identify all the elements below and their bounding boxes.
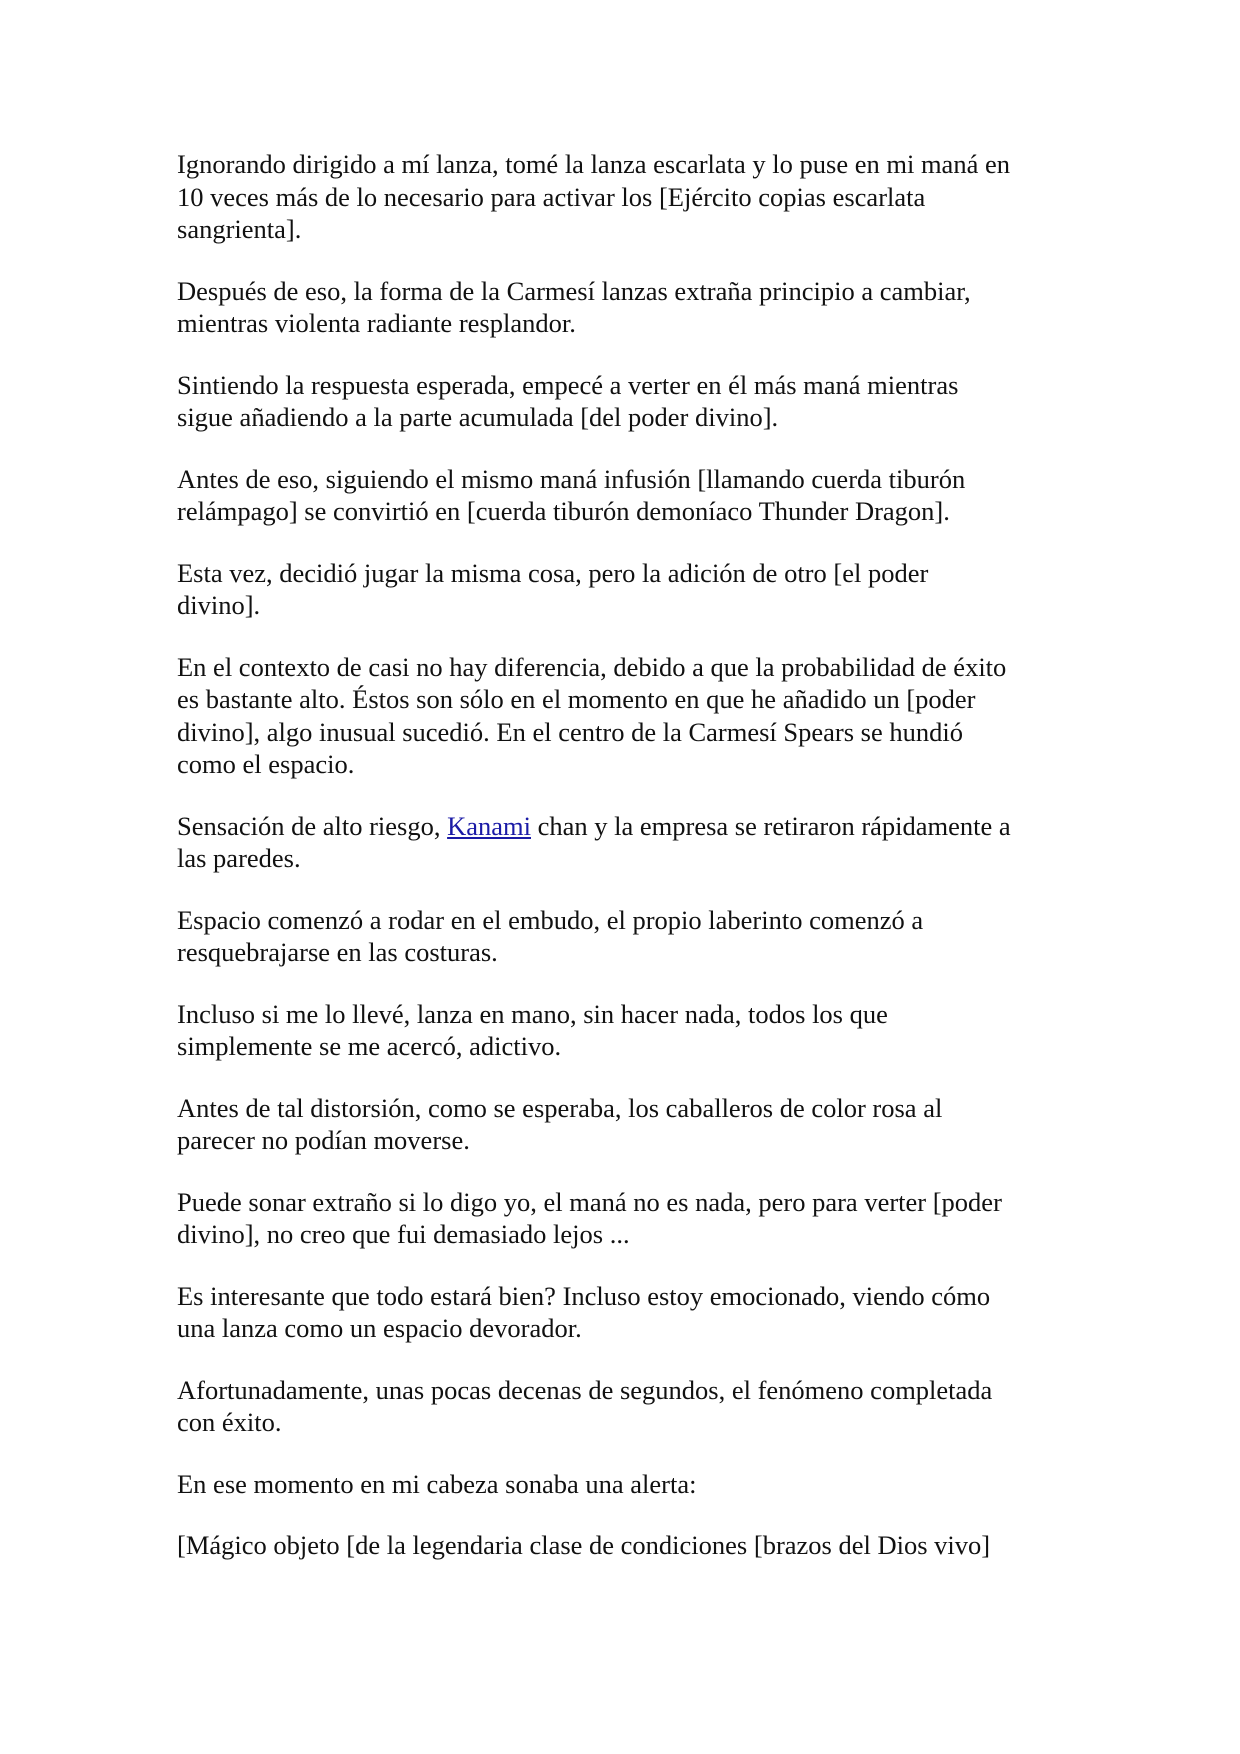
text-line: 10 veces más de lo necesario para activar los [Ejército copias escarlata	[177, 181, 926, 212]
paragraph	[177, 1092, 1077, 1157]
paragraph	[177, 148, 1077, 246]
kanami-link[interactable]: Kanami	[447, 810, 531, 841]
document-page	[177, 148, 1077, 1562]
paragraph	[177, 1280, 1077, 1345]
text-line: es bastante alto. Éstos son sólo en el momento en que he añadido un [poder	[177, 684, 976, 714]
text-fragment: chan y la empresa se retiraron rápidamente a	[530, 810, 1011, 841]
text-line: divino].	[177, 590, 261, 620]
text-line: [Mágico objeto [de la legendaria clase de condiciones [brazos del Dios vivo]	[177, 1530, 991, 1560]
text-fragment: Sensación de alto riesgo,	[177, 810, 448, 841]
paragraph	[177, 810, 1077, 875]
text-line: parecer no podían moverse.	[177, 1125, 470, 1155]
text-line: como el espacio.	[177, 749, 355, 779]
text-line: En el contexto de casi no hay diferencia, debido a que la probabilidad de éxito	[177, 651, 1007, 682]
text-line: Después de eso, la forma de la Carmesí lanzas extraña principio a cambiar,	[177, 275, 971, 306]
text-line: sangrienta].	[177, 214, 302, 244]
text-line: Puede sonar extraño si lo digo yo, el maná no es nada, pero para verter [poder	[177, 1186, 1002, 1217]
text-line: En ese momento en mi cabeza sonaba una alerta:	[177, 1468, 697, 1499]
paragraph	[177, 369, 1077, 434]
text-line: Antes de tal distorsión, como se esperaba, los caballeros de color rosa al	[177, 1092, 943, 1123]
paragraph	[177, 998, 1077, 1063]
text-line: mientras violenta radiante resplandor.	[177, 308, 576, 338]
text-line: Sintiendo la respuesta esperada, empecé a verter en él más maná mientras	[177, 369, 959, 400]
text-line: Esta vez, decidió jugar la misma cosa, pero la adición de otro [el poder	[177, 557, 929, 588]
text-line: Incluso si me lo llevé, lanza en mano, sin hacer nada, todos los que	[177, 998, 888, 1029]
paragraph	[177, 463, 1077, 528]
text-line: con éxito.	[177, 1407, 282, 1437]
text-line: resquebrajarse en las costuras.	[177, 937, 498, 967]
paragraph	[177, 1529, 1077, 1562]
text-line: Ignorando dirigido a mí lanza, tomé la lanza escarlata y lo puse en mi maná en	[177, 149, 1010, 179]
paragraph	[177, 904, 1077, 969]
paragraph	[177, 275, 1077, 340]
text-line: Afortunadamente, unas pocas decenas de segundos, el fenómeno completada	[177, 1374, 993, 1405]
text-line: las paredes.	[177, 843, 301, 873]
text-line: simplemente se me acercó, adictivo.	[177, 1031, 562, 1061]
text-line: relámpago] se convirtió en [cuerda tiburón demoníaco Thunder Dragon].	[177, 496, 950, 526]
paragraph	[177, 1468, 1077, 1501]
text-line: divino], algo inusual sucedió. En el centro de la Carmesí Spears se hundió	[177, 716, 963, 747]
paragraph	[177, 1186, 1077, 1251]
paragraph	[177, 1374, 1077, 1439]
text-line: una lanza como un espacio devorador.	[177, 1313, 582, 1343]
text-line: Espacio comenzó a rodar en el embudo, el propio laberinto comenzó a	[177, 904, 924, 935]
paragraph	[177, 557, 1077, 622]
text-line: sigue añadiendo a la parte acumulada [del poder divino].	[177, 402, 779, 432]
paragraph	[177, 651, 1077, 781]
text-line: Antes de eso, siguiendo el mismo maná infusión [llamando cuerda tiburón	[177, 463, 966, 494]
text-line: Es interesante que todo estará bien? Incluso estoy emocionado, viendo cómo	[177, 1280, 991, 1311]
text-line: divino], no creo que fui demasiado lejos ...	[177, 1219, 630, 1249]
